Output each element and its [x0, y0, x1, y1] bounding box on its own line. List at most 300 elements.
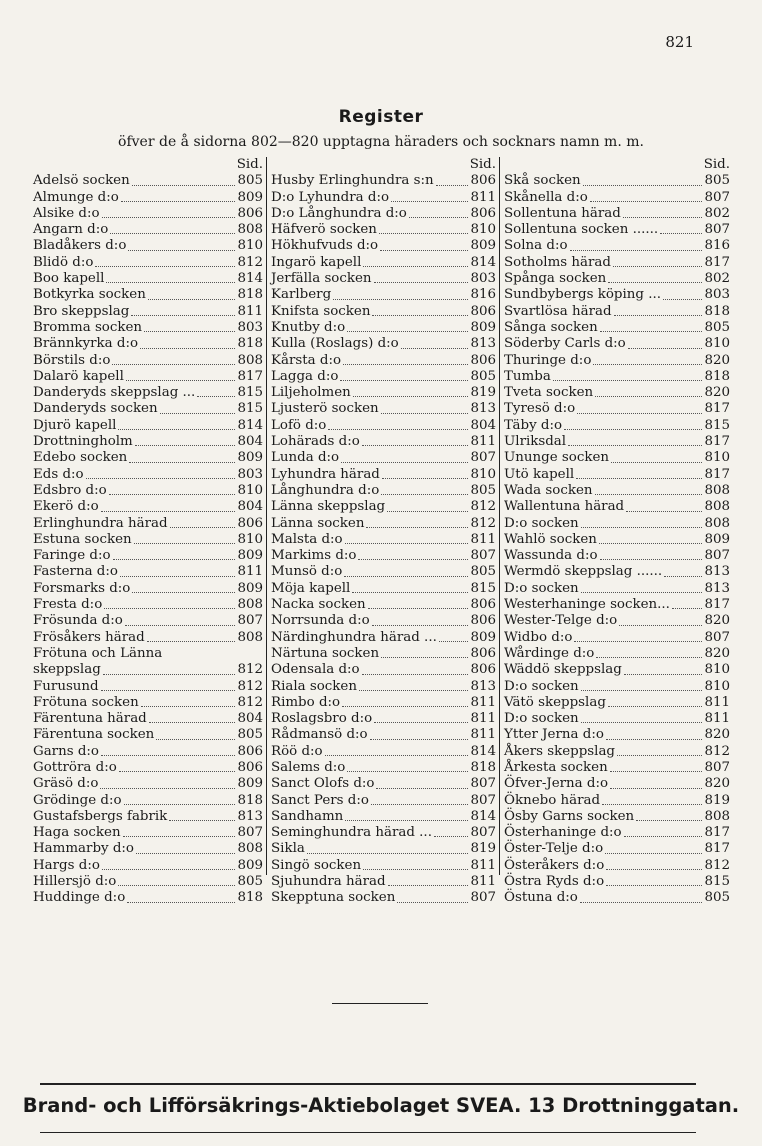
- entry-page: 820: [704, 385, 730, 401]
- entry-page: 811: [470, 434, 496, 450]
- leader-dots: [623, 206, 703, 218]
- entry-page: 804: [237, 711, 263, 727]
- entry-name: Rimbo d:o: [271, 694, 341, 710]
- leader-dots: [590, 190, 703, 202]
- entry-name: Wallentuna härad: [504, 499, 625, 515]
- entry-name: Sånga socken: [504, 319, 598, 335]
- entry-name: D:o socken: [504, 678, 579, 694]
- entry-page: 805: [237, 727, 263, 743]
- leader-dots: [126, 369, 236, 381]
- entry-page: 817: [704, 841, 730, 857]
- leader-dots: [101, 499, 236, 511]
- entry-name: Hillersjö d:o: [33, 874, 117, 890]
- register-entry: [33, 727, 263, 743]
- leader-dots: [439, 630, 469, 642]
- register-entry: [504, 467, 730, 483]
- leader-dots: [101, 679, 236, 691]
- entry-name: Norrsunda d:o: [271, 613, 370, 629]
- entry-page: 817: [704, 401, 730, 417]
- entry-name: Tumba: [504, 368, 551, 384]
- leader-dots: [131, 304, 235, 316]
- register-entry: [504, 874, 730, 890]
- entry-name: Almunge d:o: [33, 189, 119, 205]
- leader-dots: [118, 874, 235, 886]
- leader-dots: [628, 336, 703, 348]
- register-entry: [504, 499, 730, 515]
- register-entry: [33, 890, 263, 906]
- entry-page: 803: [237, 319, 263, 335]
- entry-name: D:o Långhundra d:o: [271, 205, 407, 221]
- entry-name: Kårsta d:o: [271, 352, 342, 368]
- entry-page: 818: [704, 368, 730, 384]
- entry-name: Tveta socken: [504, 385, 594, 401]
- register-entry: [271, 662, 496, 678]
- entry-page: 810: [704, 662, 730, 678]
- entry-page: 811: [237, 303, 263, 319]
- register-entry: [33, 222, 263, 238]
- entry-name: Estuna socken: [33, 531, 132, 547]
- leader-dots: [626, 499, 702, 511]
- register-entry: [271, 564, 496, 580]
- entry-page: 816: [704, 238, 730, 254]
- entry-page: 812: [237, 678, 263, 694]
- leader-dots: [106, 271, 235, 283]
- entry-page: 809: [237, 857, 263, 873]
- entry-name: Hargs d:o: [33, 857, 100, 873]
- advert-bottom-rule: [40, 1132, 696, 1133]
- leader-dots: [611, 450, 702, 462]
- entry-name: Bromma socken: [33, 319, 143, 335]
- entry-page: 815: [704, 417, 730, 433]
- register-entry: [271, 222, 496, 238]
- leader-dots: [363, 858, 468, 870]
- entry-page: 808: [237, 222, 263, 238]
- entry-name: skeppslag: [33, 662, 101, 678]
- entry-page: 807: [237, 825, 263, 841]
- entry-page: 806: [470, 352, 496, 368]
- entry-page: 815: [704, 874, 730, 890]
- entry-page: 806: [470, 613, 496, 629]
- leader-dots: [109, 483, 236, 495]
- entry-page: 819: [704, 792, 730, 808]
- leader-dots: [409, 206, 469, 218]
- entry-name: Furusund: [33, 678, 99, 694]
- leader-dots: [381, 646, 468, 658]
- entry-page: 805: [704, 173, 730, 189]
- entry-name: Möja kapell: [271, 580, 351, 596]
- page-number: 821: [665, 33, 694, 51]
- register-entry: [33, 630, 263, 646]
- entry-page: 804: [470, 417, 496, 433]
- register-entry: [504, 695, 730, 711]
- entry-page: 818: [237, 792, 263, 808]
- entry-name: Husby Erlinghundra s:n: [271, 173, 434, 189]
- leader-dots: [370, 727, 469, 739]
- sid-header: Sid.: [703, 157, 730, 172]
- register-entry: [271, 434, 496, 450]
- register-entry: [504, 711, 730, 727]
- entry-name: Karlberg: [271, 287, 332, 303]
- leader-dots: [606, 858, 702, 870]
- entry-name: Frösunda d:o: [33, 613, 123, 629]
- register-entry: [271, 613, 496, 629]
- entry-page: 805: [470, 564, 496, 580]
- entry-name: Lyhundra härad: [271, 466, 380, 482]
- entry-name: Boo kapell: [33, 271, 105, 287]
- register-entry: [504, 222, 730, 238]
- entry-page: 803: [470, 271, 496, 287]
- register-entry: [504, 809, 730, 825]
- leader-dots: [169, 809, 235, 821]
- register-column-3: [499, 157, 732, 906]
- leader-dots: [577, 401, 702, 413]
- entry-page: 814: [237, 417, 263, 433]
- register-entry: [33, 320, 263, 336]
- leader-dots: [342, 695, 468, 707]
- entry-name: Ingarö kapell: [271, 254, 362, 270]
- leader-dots: [366, 516, 468, 528]
- entry-name: Närtuna socken: [271, 645, 380, 661]
- leader-dots: [397, 890, 468, 902]
- leader-dots: [382, 467, 469, 479]
- entry-name: Börstils d:o: [33, 352, 111, 368]
- register-entry: [504, 841, 730, 857]
- register-entry: [271, 369, 496, 385]
- register-entry: [504, 613, 730, 629]
- leader-dots: [581, 581, 703, 593]
- register-entry: [504, 353, 730, 369]
- leader-dots: [345, 809, 468, 821]
- leader-dots: [121, 190, 236, 202]
- register-entry: [504, 483, 730, 499]
- entry-name: Sikla: [271, 841, 305, 857]
- entry-page: 805: [470, 482, 496, 498]
- entry-page: 810: [237, 238, 263, 254]
- register-entry: [504, 727, 730, 743]
- register-entry: [271, 695, 496, 711]
- leader-dots: [141, 695, 236, 707]
- register-entry: [271, 793, 496, 809]
- entry-page: 813: [470, 401, 496, 417]
- leader-dots: [614, 304, 703, 316]
- register-entry: [33, 190, 263, 206]
- entry-page: 812: [237, 694, 263, 710]
- leader-dots: [170, 516, 236, 528]
- register-entry: [33, 874, 263, 890]
- leader-dots: [102, 858, 236, 870]
- entry-page: 809: [237, 450, 263, 466]
- entry-page: 808: [704, 808, 730, 824]
- entry-name: Huddinge d:o: [33, 890, 126, 906]
- leader-dots: [636, 809, 702, 821]
- entry-name: Roslagsbro d:o: [271, 711, 373, 727]
- entry-name: Erlinghundra härad: [33, 515, 168, 531]
- entry-name: Rådmansö d:o: [271, 727, 368, 743]
- register-entry: [33, 564, 263, 580]
- entry-name: Edsbro d:o: [33, 482, 107, 498]
- entry-name: Blidö d:o: [33, 254, 94, 270]
- entry-name: Täby d:o: [504, 417, 563, 433]
- entry-page: 809: [237, 580, 263, 596]
- leader-dots: [358, 548, 468, 560]
- entry-name: Danderyds skeppslag ...: [33, 385, 196, 401]
- entry-name: Sandhamn: [271, 808, 344, 824]
- register-entry: [271, 630, 496, 646]
- advert-top-rule: [40, 1083, 696, 1085]
- register-column-1: [33, 157, 266, 906]
- leader-dots: [605, 841, 702, 853]
- register-entry: [504, 516, 730, 532]
- entry-name: Spånga socken: [504, 271, 607, 287]
- leader-dots: [608, 271, 702, 283]
- register-entry: [271, 287, 496, 303]
- register-entry: [271, 385, 496, 401]
- entry-page: 818: [237, 336, 263, 352]
- leader-dots: [136, 841, 235, 853]
- entry-page: 812: [470, 499, 496, 515]
- register-entry: [504, 385, 730, 401]
- leader-dots: [619, 613, 702, 625]
- register-entry: [33, 369, 263, 385]
- entry-name: Öknebo härad: [504, 792, 601, 808]
- entry-name: Bladåkers d:o: [33, 238, 127, 254]
- entry-page: 812: [470, 515, 496, 531]
- entry-name: Gräsö d:o: [33, 776, 99, 792]
- leader-dots: [347, 320, 468, 332]
- entry-name: Skepptuna socken: [271, 890, 396, 906]
- register-entry: [504, 287, 730, 303]
- leader-dots: [149, 711, 236, 723]
- leader-dots: [371, 793, 469, 805]
- entry-page: 813: [470, 336, 496, 352]
- advertisement: Brand- och Lifförsäkrings-Aktiebolaget SVEA. 13 Drottninggatan.: [22, 1094, 740, 1117]
- leader-dots: [574, 630, 702, 642]
- register-entry: [271, 271, 496, 287]
- register-entry: [271, 304, 496, 320]
- register-entry: [504, 548, 730, 564]
- entry-page: 820: [704, 776, 730, 792]
- entry-name: Sjuhundra härad: [271, 874, 386, 890]
- entry-name: Thuringe d:o: [504, 352, 592, 368]
- entry-name: Widbo d:o: [504, 629, 573, 645]
- entry-page: 807: [470, 776, 496, 792]
- entry-name: Lunda d:o: [271, 450, 340, 466]
- register-entry: [504, 206, 730, 222]
- entry-name: Ulriksdal: [504, 434, 567, 450]
- register-title: Register: [338, 107, 424, 127]
- entry-name: Riala socken: [271, 678, 357, 694]
- entry-name: Sollentuna socken ......: [504, 222, 659, 238]
- leader-dots: [374, 271, 469, 283]
- register-entry: [33, 744, 263, 760]
- entry-page: 806: [237, 205, 263, 221]
- entry-page: 805: [237, 874, 263, 890]
- entry-page: 811: [470, 711, 496, 727]
- leader-dots: [363, 255, 468, 267]
- entry-page: 812: [237, 254, 263, 270]
- leader-dots: [328, 418, 468, 430]
- register-entry: [271, 744, 496, 760]
- register-entry: [271, 597, 496, 613]
- entry-name: Skå socken: [504, 173, 581, 189]
- leader-dots: [599, 532, 703, 544]
- entry-name: Djurö kapell: [33, 417, 117, 433]
- register-entry: [504, 532, 730, 548]
- register-entry: [33, 401, 263, 417]
- entry-name: Malsta d:o: [271, 531, 343, 547]
- separator-rule: [332, 1003, 428, 1004]
- entry-name: Wahlö socken: [504, 531, 597, 547]
- register-entry: [33, 679, 263, 695]
- entry-page: 808: [237, 597, 263, 613]
- entry-page: 803: [704, 287, 730, 303]
- register-entry: [271, 711, 496, 727]
- register-entry: [33, 271, 263, 287]
- entry-name: Haga socken: [33, 825, 121, 841]
- leader-dots: [325, 744, 469, 756]
- leader-dots: [120, 564, 235, 576]
- register-entry: [271, 825, 496, 841]
- entry-name: Österhaninge d:o: [504, 825, 622, 841]
- entry-page: 814: [470, 743, 496, 759]
- entry-page: 814: [470, 254, 496, 270]
- register-entry: [271, 679, 496, 695]
- leader-dots: [113, 548, 236, 560]
- leader-dots: [103, 662, 236, 674]
- register-entry: [504, 662, 730, 678]
- register-entry: [504, 744, 730, 760]
- entry-page: 815: [237, 401, 263, 417]
- register-entry: [504, 564, 730, 580]
- entry-page: 816: [470, 287, 496, 303]
- register-entry: [271, 255, 496, 271]
- leader-dots: [368, 597, 469, 609]
- entry-page: 804: [237, 499, 263, 515]
- entry-name: Gottröra d:o: [33, 759, 117, 775]
- leader-dots: [372, 304, 468, 316]
- register-entry: [271, 646, 496, 662]
- leader-dots: [672, 597, 703, 609]
- entry-page: 811: [470, 857, 496, 873]
- register-entry: [271, 483, 496, 499]
- leader-dots: [110, 222, 235, 234]
- register-entry: [33, 760, 263, 776]
- leader-dots: [564, 418, 702, 430]
- leader-dots: [624, 825, 703, 837]
- entry-name: Lofö d:o: [271, 417, 327, 433]
- entry-page: 805: [704, 319, 730, 335]
- entry-page: 808: [704, 515, 730, 531]
- entry-page: 820: [704, 352, 730, 368]
- entry-name: Öfver-Jerna d:o: [504, 776, 609, 792]
- leader-dots: [101, 744, 235, 756]
- entry-name: Sollentuna härad: [504, 205, 621, 221]
- entry-page: 807: [704, 189, 730, 205]
- entry-name: Ösby Garns socken: [504, 808, 635, 824]
- register-entry: [33, 434, 263, 450]
- entry-page: 810: [704, 450, 730, 466]
- entry-page: 811: [704, 711, 730, 727]
- leader-dots: [610, 776, 702, 788]
- entry-page: 811: [704, 694, 730, 710]
- register-entry: [504, 793, 730, 809]
- entry-page: 807: [470, 825, 496, 841]
- leader-dots: [379, 222, 469, 234]
- entry-page: 806: [237, 515, 263, 531]
- entry-page: 810: [704, 678, 730, 694]
- leader-dots: [553, 369, 703, 381]
- leader-dots: [124, 793, 236, 805]
- register-entry: [33, 467, 263, 483]
- entry-name: Munsö d:o: [271, 564, 343, 580]
- register-entry: [33, 385, 263, 401]
- entry-name: Garns d:o: [33, 743, 99, 759]
- leader-dots: [347, 760, 468, 772]
- entry-page: 811: [470, 727, 496, 743]
- entry-name: Sanct Pers d:o: [271, 792, 369, 808]
- entry-page: 807: [470, 450, 496, 466]
- entry-page: 805: [470, 368, 496, 384]
- register-entry: [504, 597, 730, 613]
- leader-dots: [581, 516, 703, 528]
- entry-page: 818: [470, 759, 496, 775]
- entry-page: 807: [470, 792, 496, 808]
- entry-name: Lohärads d:o: [271, 434, 360, 450]
- entry-name: Knifsta socken: [271, 303, 371, 319]
- leader-dots: [344, 564, 468, 576]
- leader-dots: [156, 727, 235, 739]
- entry-page: 808: [704, 482, 730, 498]
- entry-name: Svartlösa härad: [504, 303, 612, 319]
- entry-page: 818: [704, 303, 730, 319]
- entry-name: Jerfälla socken: [271, 271, 372, 287]
- register-entry: [33, 825, 263, 841]
- entry-name: Länna socken: [271, 515, 365, 531]
- entry-name: Hammarby d:o: [33, 841, 134, 857]
- entry-name: Salems d:o: [271, 759, 346, 775]
- register-entry: [504, 760, 730, 776]
- register-entry: [504, 255, 730, 271]
- leader-dots: [613, 255, 702, 267]
- register-entry: [271, 858, 496, 874]
- entry-name: Frösåkers härad: [33, 629, 145, 645]
- entry-page: 814: [470, 808, 496, 824]
- entry-page: 810: [237, 482, 263, 498]
- entry-page: 807: [704, 222, 730, 238]
- entry-page: 810: [237, 531, 263, 547]
- entry-name: Hökhufvuds d:o: [271, 238, 379, 254]
- register-entry: [271, 727, 496, 743]
- entry-page: 809: [237, 189, 263, 205]
- register-entry: [33, 793, 263, 809]
- entry-name: Solna d:o: [504, 238, 568, 254]
- entry-name: Wäddö skeppslag: [504, 662, 622, 678]
- leader-dots: [362, 434, 469, 446]
- entry-page: 804: [237, 434, 263, 450]
- register-entry: [33, 516, 263, 532]
- entry-page: 807: [470, 890, 496, 906]
- entry-name: Singö socken: [271, 857, 362, 873]
- entry-name: Närdinghundra härad ...: [271, 629, 437, 645]
- leader-dots: [374, 711, 468, 723]
- leader-dots: [127, 890, 235, 902]
- entry-name: Adelsö socken: [33, 173, 130, 189]
- leader-dots: [595, 385, 702, 397]
- entry-name: Ytter Jerna d:o: [504, 727, 604, 743]
- register-entry: [504, 369, 730, 385]
- entry-name: Bro skeppslag: [33, 303, 130, 319]
- entry-name: Färentuna socken: [33, 727, 155, 743]
